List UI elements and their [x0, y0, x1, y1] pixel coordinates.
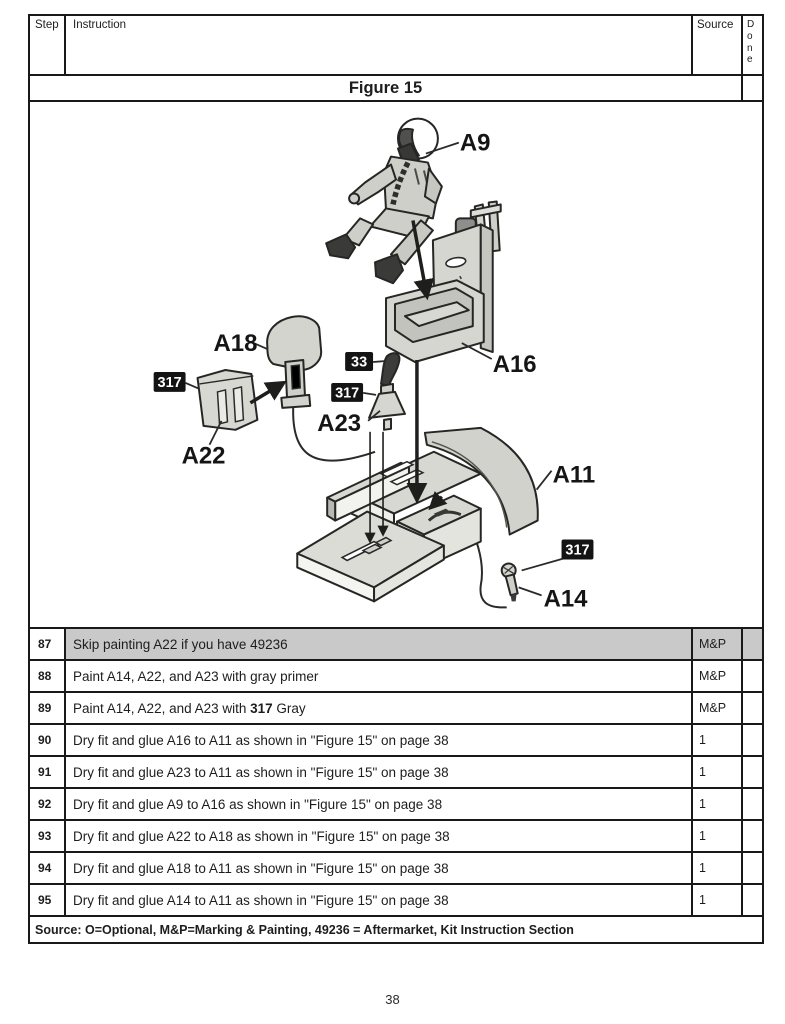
table-row	[30, 691, 762, 723]
pilot-right-arm	[425, 169, 442, 204]
source-value: M&P	[693, 629, 743, 659]
source-value: 1	[693, 757, 743, 787]
source-value: M&P	[693, 693, 743, 723]
step-number: 91	[30, 757, 66, 787]
a23-base	[369, 392, 405, 418]
done-cell	[743, 629, 762, 659]
source-value: 1	[693, 789, 743, 819]
instruction-bold: 317	[250, 700, 273, 716]
figure-title: Figure 15	[30, 76, 743, 100]
source-value: M&P	[693, 661, 743, 691]
instruction-cell	[66, 821, 693, 851]
step-number: 87	[30, 629, 66, 659]
a23-grip	[381, 353, 399, 386]
done-cell	[743, 789, 762, 819]
done-cell	[743, 693, 762, 723]
control-stick-part	[369, 353, 405, 430]
table-row	[30, 883, 762, 915]
figure-15-cell	[30, 100, 762, 627]
table-row	[30, 787, 762, 819]
done-cell	[743, 661, 762, 691]
done-cell	[743, 853, 762, 883]
instruction-text: Dry fit and glue A18 to A11 as shown in "Figure 15" on page 38	[73, 860, 449, 876]
instruction-cell	[66, 757, 693, 787]
pilot-boot	[375, 254, 403, 283]
paint-33-box: 33	[351, 354, 368, 371]
step-number: 88	[30, 661, 66, 691]
done-header-label: Done	[747, 19, 755, 66]
instruction-cell	[66, 885, 693, 915]
instruction-text: Dry fit and glue A22 to A18 as shown in "Figure 15" on page 38	[73, 828, 450, 844]
figure-15-diagram	[30, 102, 758, 627]
table-row	[30, 851, 762, 883]
done-cell	[743, 725, 762, 755]
source-value: 1	[693, 725, 743, 755]
page-number: 38	[385, 992, 400, 1007]
knob-part	[502, 563, 518, 601]
step-number: 95	[30, 885, 66, 915]
col-header-instruction: Instruction	[66, 16, 693, 74]
pilot-figure	[326, 119, 442, 284]
label-a18: A18	[213, 330, 258, 358]
label-a23: A23	[317, 409, 362, 437]
col-header-step: Step	[30, 16, 66, 74]
done-cell	[743, 821, 762, 851]
step-number: 93	[30, 821, 66, 851]
a14-shaft	[506, 574, 518, 595]
step-number: 90	[30, 725, 66, 755]
table-row	[30, 755, 762, 787]
paint-317-box: 317	[565, 542, 590, 559]
paint-317-box: 317	[335, 385, 360, 402]
instruction-text: Paint A14, A22, and A23 with	[73, 700, 251, 716]
table-footer-note: Source: O=Optional, M&P=Marking & Painting, 49236 = Aftermarket, Kit Instruction Section	[30, 915, 762, 942]
figure-title-done-stub	[743, 76, 762, 100]
step-number: 94	[30, 853, 66, 883]
instruction-text: Skip painting A22 if you have 49236	[73, 636, 288, 652]
table-row	[30, 723, 762, 755]
instruction-table	[28, 14, 764, 944]
label-a11: A11	[552, 461, 596, 489]
instruction-cell	[66, 661, 693, 691]
source-value: 1	[693, 885, 743, 915]
col-header-source: Source	[693, 16, 743, 74]
step-number: 89	[30, 693, 66, 723]
step-number: 92	[30, 789, 66, 819]
a22-to-a18-arrow	[250, 383, 283, 403]
table-row	[30, 627, 762, 659]
instruction-cell	[66, 693, 693, 723]
done-cell	[743, 757, 762, 787]
label-a14: A14	[543, 585, 588, 613]
instruction-cell	[66, 629, 693, 659]
side-panel-part	[198, 370, 258, 430]
label-a9: A9	[459, 129, 491, 157]
source-value: 1	[693, 853, 743, 883]
instruction-cell	[66, 853, 693, 883]
instruction-text: Paint A14, A22, and A23 with gray primer	[73, 668, 319, 684]
instruction-text: Dry fit and glue A23 to A11 as shown in "Figure 15" on page 38	[73, 764, 449, 780]
instruction-text: Dry fit and glue A14 to A11 as shown in "Figure 15" on page 38	[73, 892, 449, 908]
instruction-cell	[66, 789, 693, 819]
done-cell	[743, 885, 762, 915]
figure-title-row	[30, 74, 762, 100]
instruction-suffix: Gray	[272, 700, 306, 716]
paint-317-box: 317	[157, 374, 182, 391]
label-a22: A22	[181, 442, 226, 470]
source-value: 1	[693, 821, 743, 851]
col-header-done	[743, 16, 762, 74]
table-row	[30, 819, 762, 851]
instruction-text: Dry fit and glue A9 to A16 as shown in "Figure 15" on page 38	[73, 796, 443, 812]
table-header-row	[30, 16, 762, 74]
instruction-text: Dry fit and glue A16 to A11 as shown in "Figure 15" on page 38	[73, 732, 449, 748]
table-row	[30, 659, 762, 691]
headrest-panel-part	[267, 316, 321, 408]
label-a16: A16	[492, 350, 537, 378]
instruction-cell	[66, 725, 693, 755]
